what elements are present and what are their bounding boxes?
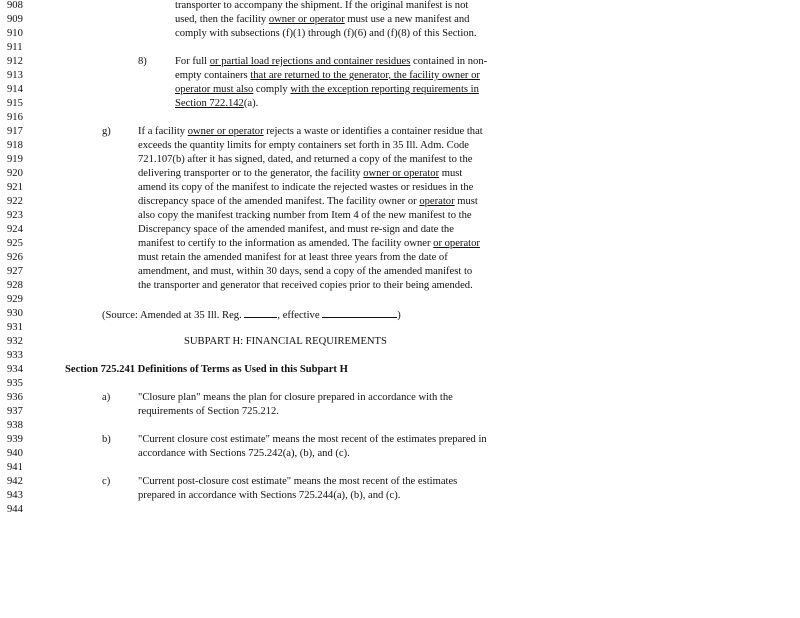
line-number: 914 xyxy=(7,84,23,95)
line-number: 934 xyxy=(7,364,23,375)
line-928 xyxy=(0,279,800,293)
line-text: comply with subsections (f)(1) through (f)(6) and (f)(8) of this Section. xyxy=(175,28,477,39)
line-943 xyxy=(0,489,800,503)
line-number: 940 xyxy=(7,448,23,459)
subpart-heading: SUBPART H: FINANCIAL REQUIREMENTS xyxy=(184,336,387,347)
line-942 xyxy=(0,475,800,489)
line-text: amendment, and must, within 30 days, send a copy of the amended manifest to xyxy=(138,266,473,277)
line-number: 909 xyxy=(7,14,23,25)
line-text: used, then the facility owner or operator must use a new manifest and xyxy=(175,14,470,25)
line-938 xyxy=(0,419,800,433)
line-number: 937 xyxy=(7,406,23,417)
line-text: Discrepancy space of the amended manifest, and must re-sign and date the xyxy=(138,224,454,235)
line-916 xyxy=(0,111,800,125)
underlined-insertion: or partial load rejections and container residues xyxy=(209,56,411,67)
line-text: "Current post-closure cost estimate" means the most recent of the estimates xyxy=(138,476,458,487)
subsection-marker: a) xyxy=(102,392,111,403)
line-number: 935 xyxy=(7,378,23,389)
line-924 xyxy=(0,223,800,237)
line-number: 910 xyxy=(7,28,23,39)
line-text: accordance with Sections 725.242(a), (b), and (c). xyxy=(138,448,350,459)
line-933 xyxy=(0,349,800,363)
line-number: 929 xyxy=(7,294,23,305)
line-text: discrepancy space of the amended manifest. The facility owner or operator must xyxy=(138,196,478,207)
line-927 xyxy=(0,265,800,279)
line-922 xyxy=(0,195,800,209)
line-text: exceeds the quantity limits for empty containers set forth in 35 Ill. Adm. Code xyxy=(138,140,469,151)
line-932 xyxy=(0,335,800,349)
line-930 xyxy=(0,307,800,321)
line-920 xyxy=(0,167,800,181)
line-914 xyxy=(0,83,800,97)
line-number: 911 xyxy=(7,42,23,53)
line-929 xyxy=(0,293,800,307)
line-number: 912 xyxy=(7,56,23,67)
line-number: 925 xyxy=(7,238,23,249)
line-911 xyxy=(0,41,800,55)
line-number: 908 xyxy=(7,0,23,11)
line-number: 923 xyxy=(7,210,23,221)
underlined-insertion: operator must also xyxy=(175,84,254,95)
line-text: prepared in accordance with Sections 725.244(a), (b), and (c). xyxy=(138,490,401,501)
blank-effective-date xyxy=(322,307,397,318)
line-912 xyxy=(0,55,800,69)
line-text: amend its copy of the manifest to indicate the rejected wastes or residues in the xyxy=(138,182,474,193)
line-909 xyxy=(0,13,800,27)
line-text: delivering transporter or to the generator, the facility owner or operator must xyxy=(138,168,463,179)
line-number: 931 xyxy=(7,322,23,333)
underlined-insertion: with the exception reporting requirements in xyxy=(290,84,479,95)
underlined-insertion: owner or operator xyxy=(187,126,264,137)
line-text: requirements of Section 725.212. xyxy=(138,406,279,417)
line-number: 926 xyxy=(7,252,23,263)
line-number: 936 xyxy=(7,392,23,403)
line-936 xyxy=(0,391,800,405)
subsection-marker: b) xyxy=(102,434,111,445)
line-text: "Closure plan" means the plan for closure prepared in accordance with the xyxy=(138,392,453,403)
line-number: 913 xyxy=(7,70,23,81)
line-text: If a facility owner or operator rejects a waste or identifies a container residue that xyxy=(138,126,483,137)
line-number: 922 xyxy=(7,196,23,207)
line-918 xyxy=(0,139,800,153)
line-text: empty containers that are returned to the generator, the facility owner or xyxy=(175,70,480,81)
line-number: 942 xyxy=(7,476,23,487)
subsection-marker: g) xyxy=(102,126,111,137)
line-text: For full or partial load rejections and container residues contained in non- xyxy=(175,56,488,67)
subsection-marker: c) xyxy=(102,476,111,487)
line-935 xyxy=(0,377,800,391)
underlined-insertion: or operator xyxy=(433,238,480,249)
line-944 xyxy=(0,503,800,517)
line-number: 924 xyxy=(7,224,23,235)
line-921 xyxy=(0,181,800,195)
line-941 xyxy=(0,461,800,475)
line-number: 916 xyxy=(7,112,23,123)
line-931 xyxy=(0,321,800,335)
line-number: 918 xyxy=(7,140,23,151)
line-text: Section 722.142(a). xyxy=(175,98,259,109)
line-number: 915 xyxy=(7,98,23,109)
line-917 xyxy=(0,125,800,139)
line-940 xyxy=(0,447,800,461)
line-number: 927 xyxy=(7,266,23,277)
line-937 xyxy=(0,405,800,419)
blank-register-page xyxy=(244,307,277,318)
line-number: 933 xyxy=(7,350,23,361)
line-915 xyxy=(0,97,800,111)
line-number: 932 xyxy=(7,336,23,347)
line-number: 941 xyxy=(7,462,23,473)
underlined-insertion: operator xyxy=(419,196,455,207)
subsection-marker: 8) xyxy=(138,56,147,67)
underlined-insertion: that are returned to the generator, the facility owner or xyxy=(250,70,480,81)
line-number: 943 xyxy=(7,490,23,501)
line-number: 917 xyxy=(7,126,23,137)
line-text: manifest to certify to the information as amended. The facility owner or operator xyxy=(138,238,480,249)
line-text: also copy the manifest tracking number from Item 4 of the new manifest to the xyxy=(138,210,472,221)
underlined-insertion: Section 722.142 xyxy=(175,98,244,109)
line-text: "Current closure cost estimate" means the most recent of the estimates prepared in xyxy=(138,434,487,445)
underlined-insertion: owner or operator xyxy=(363,168,440,179)
line-text: transporter to accompany the shipment. If the original manifest is not xyxy=(175,0,469,11)
underlined-insertion: owner or operator xyxy=(268,14,345,25)
line-923 xyxy=(0,209,800,223)
line-925 xyxy=(0,237,800,251)
line-number: 938 xyxy=(7,420,23,431)
line-text: 721.107(b) after it has signed, dated, and returned a copy of the manifest to the xyxy=(138,154,473,165)
line-text: operator must also comply with the exception reporting requirements in xyxy=(175,84,479,95)
line-number: 930 xyxy=(7,308,23,319)
line-926 xyxy=(0,251,800,265)
line-text: must retain the amended manifest for at least three years from the date of xyxy=(138,252,448,263)
section-heading: Section 725.241 Definitions of Terms as Used in this Subpart H xyxy=(65,364,348,375)
line-number: 919 xyxy=(7,154,23,165)
line-number: 944 xyxy=(7,504,23,515)
line-939 xyxy=(0,433,800,447)
line-number: 939 xyxy=(7,434,23,445)
line-919 xyxy=(0,153,800,167)
source-note: (Source: Amended at 35 Ill. Reg. , effective ) xyxy=(102,307,401,323)
line-910 xyxy=(0,27,800,41)
line-number: 920 xyxy=(7,168,23,179)
line-934 xyxy=(0,363,800,377)
line-908 xyxy=(0,0,800,13)
line-number: 928 xyxy=(7,280,23,291)
line-number: 921 xyxy=(7,182,23,193)
line-text: the transporter and generator that received copies prior to their being amended. xyxy=(138,280,473,291)
line-913 xyxy=(0,69,800,83)
